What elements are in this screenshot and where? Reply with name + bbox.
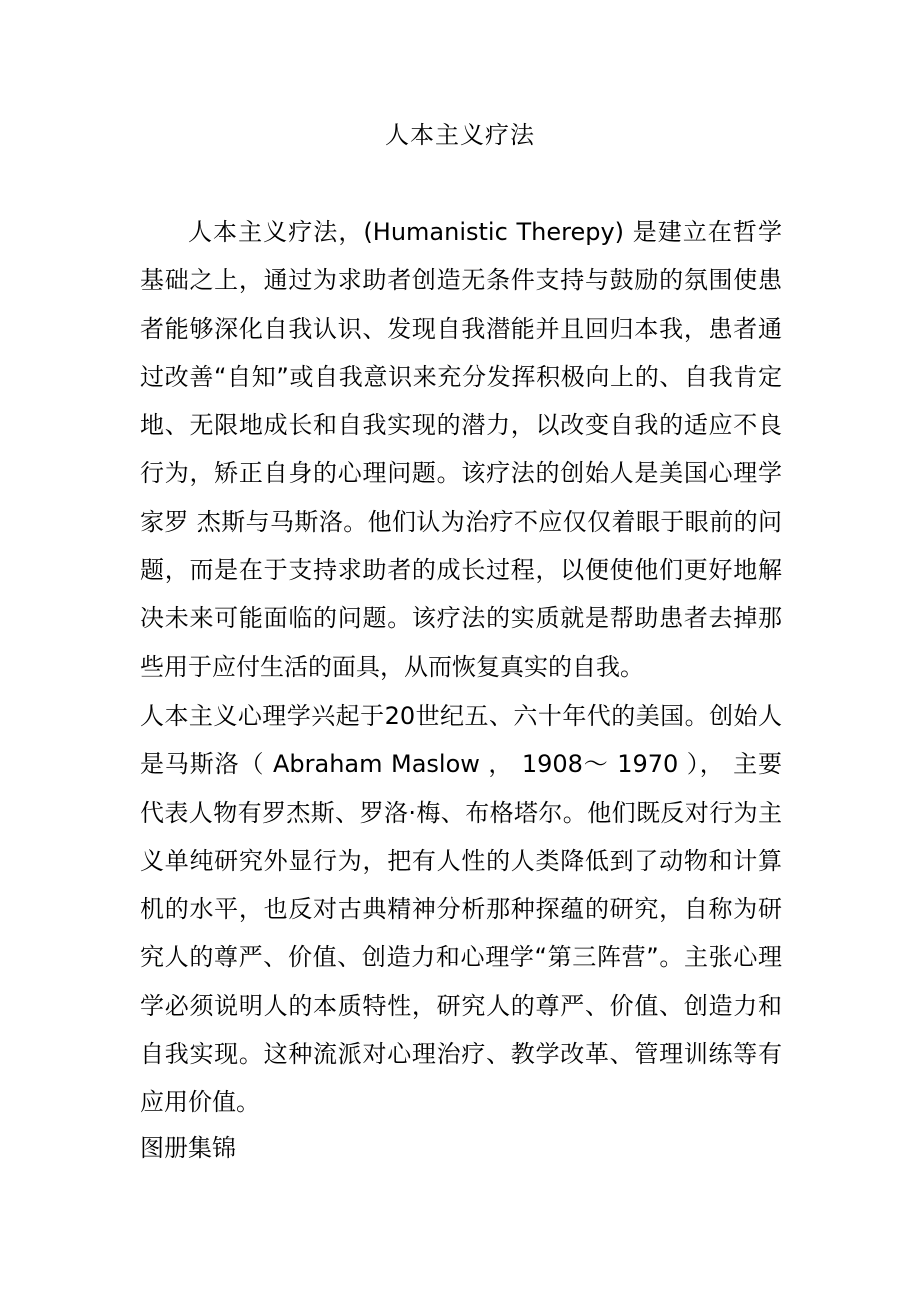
- paragraph-definition: 人本主义疗法，(Humanistic Therepy) 是建立在哲学基础之上，通过为求助者创造无条件支持与鼓励的氛围使患者能够深化自我认识、发现自我潜能并且回归本我，患者通过改善“自知”或自我意识来充分发挥积极向上的、自我肯定地、无限地成长和自我实现的潜力，以改变自我的适应不良行为，矫正自身的心理问题。该疗法的创始人是美国心理学家罗 杰斯与马斯洛。他们认为治疗不应仅仅着眼于眼前的问题，而是在于支持求助者的成长过程，以便使他们更好地解决未来可能面临的问题。该疗法的实质就是帮助患者去掉那些用于应付生活的面具，从而恢复真实的自我。: [140, 218, 782, 681]
- paragraph-history: 人本主义心理学兴起于20世纪五、六十年代的美国。创始人是马斯洛（ Abraham Maslow ， 1908～ 1970 ）， 主要代表人物有罗杰斯、罗洛·梅、布格塔尔。他们既反对行为主义单纯研究外显行为，把有人性的人类降低到了动物和计算机的水平，也反对古典精神分析那种探蕴的研究，自称为研究人的尊严、价值、创造力和心理学“第三阵营”。主张心理学必须说明人的本质特性，研究人的尊严、价值、创造力和自我实现。这种流派对心理治疗、教学改革、管理训练等有应用价值。: [140, 702, 782, 1117]
- document-title: 人本主义疗法: [385, 121, 535, 149]
- paragraph-gallery-heading: 图册集锦: [140, 1134, 236, 1162]
